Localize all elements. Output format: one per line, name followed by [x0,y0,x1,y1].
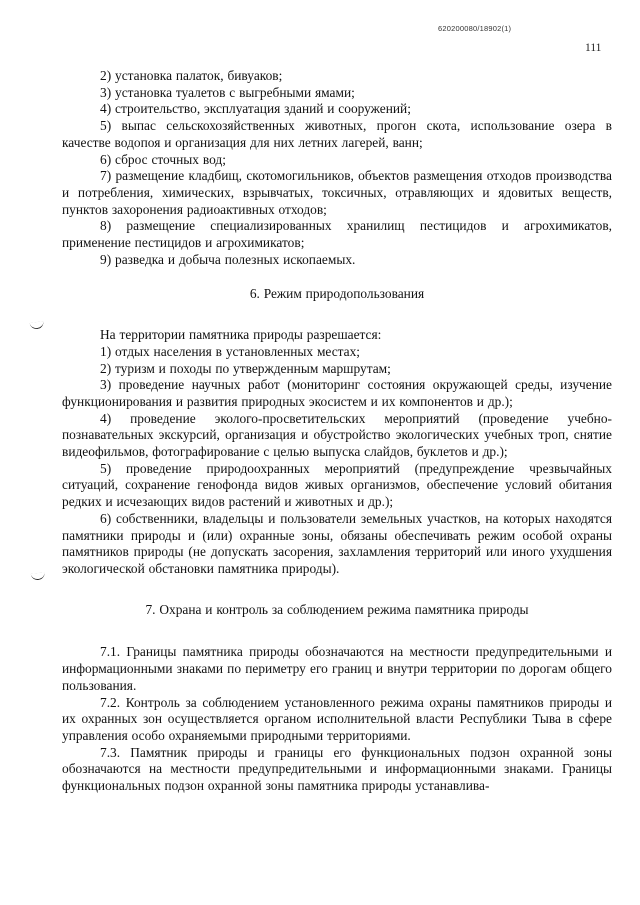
paragraph: 7.2. Контроль за соблюдением установленного режима охраны памятников природы и их охранных зон осуществляется органом исполнительной власти Республики Тыва в сфере управления особо охраняемыми природными территориями. [62,694,612,743]
list-item: 1) отдых населения в установленных местах; [100,343,361,359]
paragraph: 7.3. Памятник природы и границы его функциональных подзон охранной зоны обозначаются на местности предупредительными и информационными знаками. Границы функциональных подзон охранной зоны памятника природы устанавлива- [62,744,612,794]
list-item: 3) установка туалетов с выгребными ямами; [100,84,355,100]
section-heading: 7. Охрана и контроль за соблюдением режима памятника природы [145,601,529,617]
list-item: 4) строительство, эксплуатация зданий и сооружений; [100,101,411,117]
list-item: 2) установка палаток, бивуаков; [100,68,283,83]
margin-mark [31,572,46,580]
document-body [62,68,612,795]
list-item: 9) разведка и добыча полезных ископаемых. [100,251,356,267]
list-item: 6) собственники, владельцы и пользователи земельных участков, на которых находятся памятники природы и (или) охранные зоны, обязаны обеспечивать режим особой охраны памятников природы (не допускать засорения, захламления территорий или иного ухудшения экологической обстановки памятника природы). [62,510,612,576]
list-item: 4) проведение эколого-просветительских мероприятий (проведение учебно-познавательных экскурсий, организация и обустройство экологических учебных троп, снятие видеофильмов, фотографирование с целью выпуска слайдов, буклетов и др.); [62,410,612,460]
list-item: 6) сброс сточных вод; [100,151,226,167]
list-item: 5) проведение природоохранных мероприятий (предупреждение чрезвычайных ситуаций, сохранение генофонда видов живых организмов, обеспечение условий обитания редких и исчезающих видов растений и животных и др.); [62,460,612,510]
list-item: 7) размещение кладбищ, скотомогильников, объектов размещения отходов производства и потребления, химических, взрывчатых, токсичных, отравляющих и ядовитых веществ, пунктов захоронения радиоактивных отходов; [62,168,612,217]
margin-mark [30,321,45,330]
paragraph: 7.1. Границы памятника природы обозначаются на местности предупредительными и информационными знаками по периметру его границ и внутри территории по дорогам общего пользования. [62,644,612,693]
list-item: 3) проведение научных работ (мониторинг состояния окружающей среды, изучение функционирования и развития природных экосистем и их компонентов и др.); [62,377,612,409]
list-item: 8) размещение специализированных хранилищ пестицидов и агрохимикатов, применение пестицидов и агрохимикатов; [62,218,612,251]
list-item: 5) выпас сельскохозяйственных животных, прогон скота, использование озера в качестве водопоя и организация для них летних лагерей, ванн; [62,118,612,150]
page-number: 111 [585,42,602,54]
list-item: 2) туризм и походы по утвержденным маршрутам; [100,360,391,376]
section-heading: 6. Режим природопользования [249,286,425,302]
section-intro: На территории памятника природы разрешается: [100,327,382,343]
document-id: 620200080/18902(1) [438,24,512,33]
